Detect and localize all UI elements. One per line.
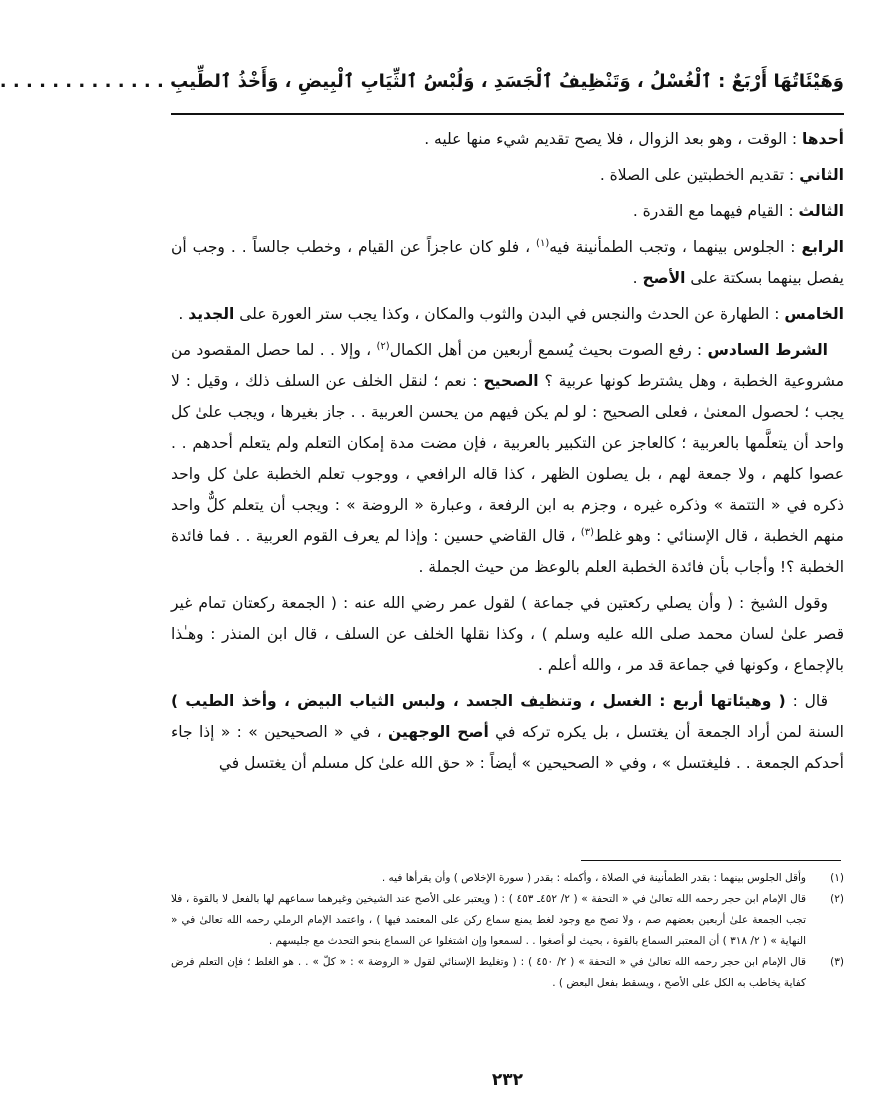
paragraph-second-condition	[171, 160, 844, 191]
paragraph-text: ، وإلا . . لما حصل المقصود من مشروعية الخطبة ، وهل يشترط كونها عربية ؟	[171, 341, 844, 390]
paragraph-recommended-acts	[171, 686, 844, 779]
bold-term: أصح الوجهين	[387, 723, 489, 741]
lead-term: الثاني	[799, 166, 844, 184]
paragraph-two-rakahs	[171, 588, 844, 681]
paragraph-sixth-condition	[171, 335, 844, 583]
footnote-1	[171, 868, 844, 889]
paragraph-text: وقول الشيخ : ( وأن يصلي ركعتين في جماعة ) لقول عمر رضي الله عنه : ( الجمعة ركعتان تمام غير قصر علىٰ لسان محمد صلى الله عليه وسلم ) ، وكذا نقلها الخلف عن السلف ، قال ابن المنذر : وهـٰذا بالإجماع ، وكونها في جماعة قد مر ، والله أعلم .	[171, 594, 844, 674]
lead-term: الثالث	[798, 202, 844, 220]
bold-term: الأصح	[642, 269, 686, 287]
paragraph-text: ، قال القاضي حسين : وإذا لم يعرف القوم العربية . . فما فائدة الخطبة ؟! وأجاب بأن فائدة الخطبة العلم بالوعظ من حيث الجملة .	[171, 527, 844, 576]
paragraph-text: : الجلوس بينهما ، وتجب الطمأنينة فيه	[549, 238, 796, 256]
footnote-number: (٢)	[830, 893, 844, 905]
footnote-number: (١)	[830, 872, 844, 884]
header-divider	[171, 113, 844, 115]
footnote-ref-3: (٣)	[580, 526, 594, 538]
paragraph-text: قال :	[792, 692, 828, 710]
footnote-ref-1: (١)	[536, 237, 550, 249]
paragraph-third-condition	[171, 196, 844, 227]
footnote-3	[171, 952, 844, 994]
paragraph-fourth-condition	[171, 232, 844, 294]
footnote-text: وأقل الجلوس بينهما : بقدر الطمأنينة في الصلاة ، وأكمله : بقدر ( سورة الإخلاص ) وأن يقرأها فيه .	[381, 872, 806, 884]
paragraph-first-condition	[171, 124, 844, 155]
paragraph-text: ، في « الصحيحين » : « إذا جاء أحدكم الجمعة . . فليغتسل » ، وفي « الصحيحين » أيضاً : « حق الله علىٰ كل مسلم أن يغتسل في	[171, 723, 844, 772]
bold-term: الصحيح	[483, 372, 539, 390]
footnote-ref-2: (٢)	[376, 340, 390, 352]
running-header	[0, 70, 844, 94]
main-text	[171, 124, 844, 784]
paragraph-text: .	[632, 269, 638, 287]
matn-quote: ( وهيئاتها أربع : الغسل ، وتنظيف الجسد ، ولبس الثياب البيض ، وأخذ الطيب )	[171, 692, 786, 710]
footnote-number: (٣)	[830, 956, 844, 968]
paragraph-text: : رفع الصوت بحيث يُسمع أربعين من أهل الكمال	[389, 341, 703, 359]
paragraph-text: ، فلو كان عاجزاً عن القيام ، وخطب جالساً . . وجب أن يفصل بينهما بسكتة على	[171, 238, 844, 287]
footnotes	[171, 868, 844, 994]
bold-term: الجديد	[188, 305, 235, 323]
paragraph-text: السنة لمن أراد الجمعة أن يغتسل ، بل يكره تركه في	[495, 723, 844, 741]
paragraph-fifth-condition	[171, 299, 844, 330]
paragraph-text: : الوقت ، وهو بعد الزوال ، فلا يصح تقديم شيء منها عليه .	[424, 130, 798, 148]
paragraph-text: .	[178, 305, 184, 323]
footnote-divider	[581, 860, 841, 861]
paragraph-text: : نعم ؛ لنقل الخلف عن السلف ذلك ، وقيل : لا يجب ؛ لحصول المعنىٰ ، فعلى الصحيح : لو لم يكن فيهم من يحسن العربية . . جاز بغيرها ، ويجب علىٰ كل واحد أن يتعلَّمها بالعربية ؛ كالعاجز عن التكبير بالعربية ، فإن مضت مدة إمكان التعلم ولم يتعلم أحدهم . . عصوا كلهم ، ولا جمعة لهم ، بل يصلون الظهر ، كذا قاله الرافعي ، ووجوب تعلم الخطبة علىٰ كل واحد ذكره في « التتمة » وذكره غيره ، وجزم به ابن الرفعة ، وعبارة « الروضة » : ويجب أن يتعلم كلٌّ واحد منهم الخطبة ، قال الإسنائي : وهو غلط	[171, 372, 844, 545]
paragraph-text: : القيام فيهما مع القدرة .	[632, 202, 794, 220]
lead-term: أحدها	[801, 130, 844, 148]
paragraph-text: : تقديم الخطبتين على الصلاة .	[599, 166, 795, 184]
lead-term: الرابع	[801, 238, 844, 256]
page-number: ٢٣٢	[491, 1070, 524, 1090]
header-text: وَهَيْئَاتُهَا أَرْبَعٌ : ٱلْغُسْلُ ، وَتَنْظِيفُ ٱلْجَسَدِ ، وَلُبْسُ ٱلثِّيَابِ ٱلْبِيضِ ، وَأَخْذُ ٱلطِّيبِ . . . . . . . . . . . . .	[0, 71, 844, 92]
footnote-text: قال الإمام ابن حجر رحمه الله تعالىٰ في « التحفة » ( ٢/ ٤٥٠ ) : ( وتغليط الإسنائي لقول « الروضة » : « كلّ » . . هو الغلط ؛ فإن التعلم فرض كفاية يخاطب به الكل على الأصح ، ويسقط بفعل البعض ) .	[171, 956, 806, 989]
footnote-2	[171, 889, 844, 952]
paragraph-text: : الطهارة عن الحدث والنجس في البدن والثوب والمكان ، وكذا يجب ستر العورة على	[239, 305, 780, 323]
footnote-text: قال الإمام ابن حجر رحمه الله تعالىٰ في « التحفة » ( ٢/ ٤٥٢ـ ٤٥٣ ) : ( ويعتبر على الأصح عند الشيخين وغيرهما سماعهم لها بالفعل لا بالقوة ، فلا تجب الجمعة علىٰ أربعين بعضهم صم ، ولا تصح مع وجود لغط يمنع سماع ركن على المعتمد فيها ) ، واعتمد الإمام الرملي رحمه الله تعالىٰ في « النهاية » ( ٢/ ٣١٨ ) أن المعتبر السماع بالقوة ، بحيث لو أصغوا . . لسمعوا وإن اشتغلوا عن السماع بنحو التحدث مع جليسهم .	[171, 893, 806, 947]
lead-term: الشرط السادس	[707, 341, 828, 359]
lead-term: الخامس	[784, 305, 844, 323]
